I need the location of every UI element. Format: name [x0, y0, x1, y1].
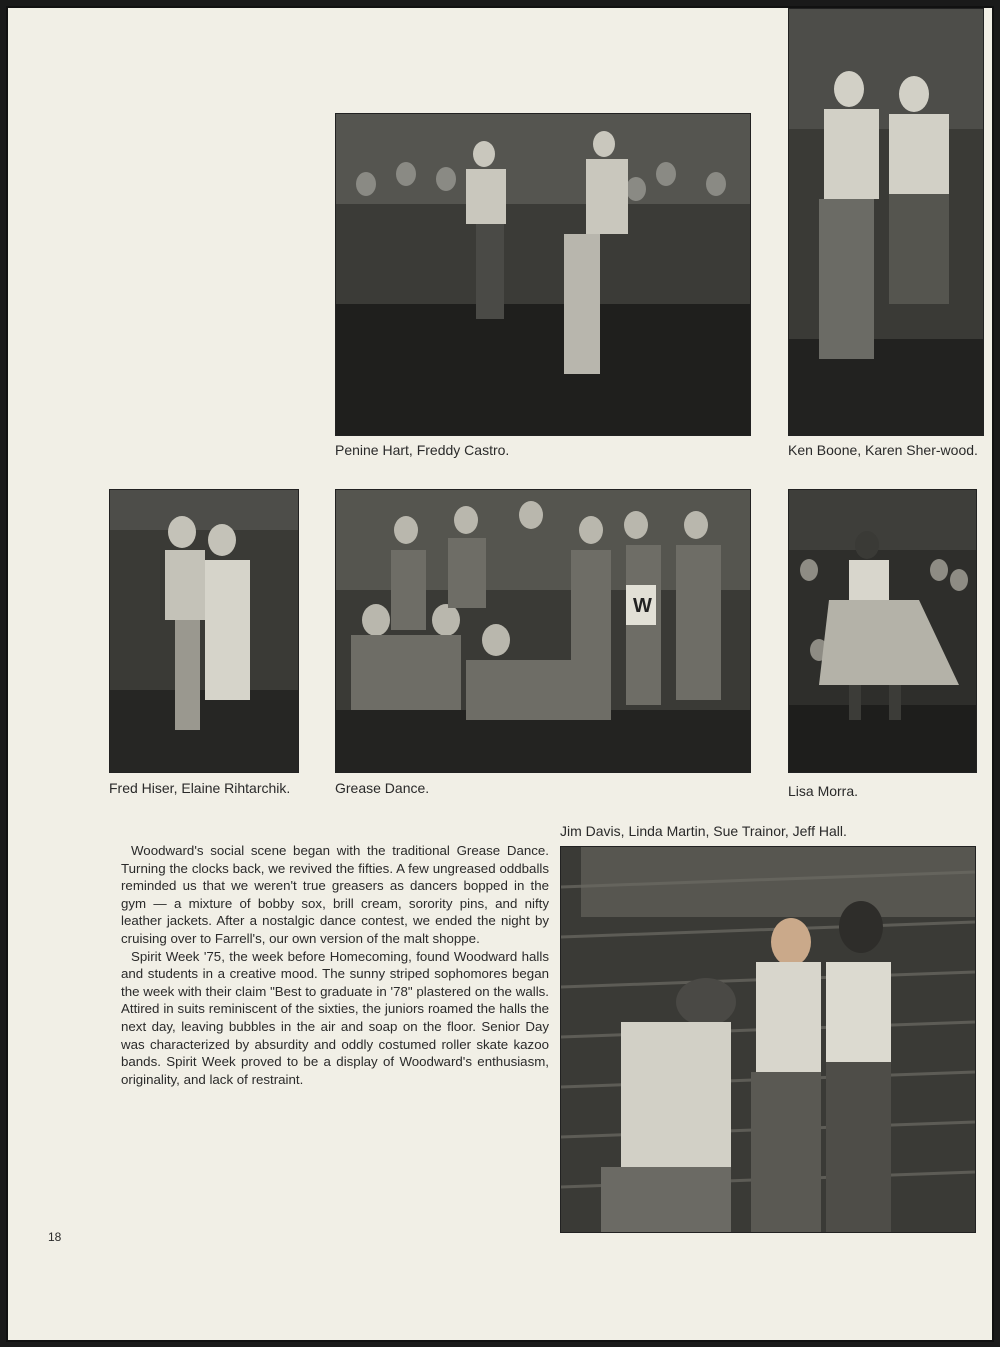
- photo-penine-freddy: [335, 113, 751, 436]
- caption-ken-karen: Ken Boone, Karen Sher-wood.: [788, 442, 978, 458]
- page-number: 18: [48, 1230, 62, 1244]
- photo-ken-karen: [788, 8, 984, 436]
- body-text: [121, 842, 549, 1088]
- photo-lisa-morra: [788, 489, 977, 773]
- caption-jim-linda-sue-jeff: Jim Davis, Linda Martin, Sue Trainor, Jeff Hall.: [560, 823, 847, 839]
- caption-penine-freddy: Penine Hart, Freddy Castro.: [335, 442, 510, 458]
- yearbook-page: [6, 6, 994, 1342]
- svg-text:W: W: [633, 595, 652, 617]
- photo-fred-elaine: [109, 489, 299, 773]
- photo-grease-dance: [335, 489, 751, 773]
- body-paragraph-2: Spirit Week '75, the week before Homecoming, found Woodward halls and students in a creative mood. The sunny striped sophomores began the week with their claim "Best to graduate in '78" plastered on the walls. Attired in suits reminiscent of the sixties, the juniors roamed the halls the next day, leaving bubbles in the air and soap on the floor. Senior Day was characterized by absurdity and oddly costumed roller skate kazoo bands. Spirit Week proved to be a display of Woodward's enthusiasm, originality, and lack of restraint.: [121, 948, 549, 1087]
- caption-fred-elaine: Fred Hiser, Elaine Rihtarchik.: [109, 780, 291, 796]
- photo-jim-linda-sue-jeff: [560, 846, 976, 1233]
- caption-lisa-morra: Lisa Morra.: [788, 783, 859, 799]
- caption-grease-dance: Grease Dance.: [335, 780, 430, 796]
- body-paragraph-1: Woodward's social scene began with the traditional Grease Dance. Turning the clocks back, we revived the fifties. A few ungreased oddballs reminded us that we weren't true greasers as dancers bopped in the gym — a mixture of bobby sox, brill cream, sorority pins, and nifty leather jackets. After a nostalgic dance contest, we ended the night by cruising over to Farrell's, our own version of the malt shoppe.: [121, 843, 549, 946]
